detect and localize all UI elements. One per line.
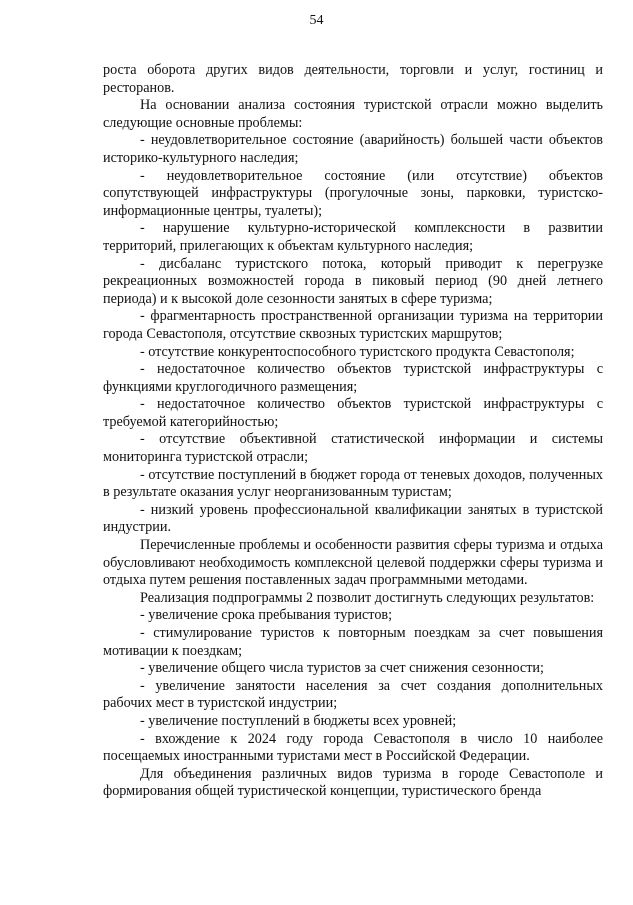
list-item: - отсутствие поступлений в бюджет города от теневых доходов, полученных в результате оказания услуг неорганизованным туристам; — [103, 466, 603, 501]
list-item: - низкий уровень профессиональной квалификации занятых в туристской индустрии. — [103, 501, 603, 536]
list-item: - увеличение поступлений в бюджеты всех уровней; — [140, 712, 457, 729]
list-item: - стимулирование туристов к повторным поездкам за счет повышения мотивации к поездкам; — [103, 625, 603, 659]
paragraph: Перечисленные проблемы и особенности развития сферы туризма и отдыха обусловливают необходимость комплексной целевой поддержки сферы туризма и отдыха путем решения поставленных задач программными методами. — [103, 537, 603, 589]
list-item: - вхождение к 2024 году города Севастополя в число 10 наиболее посещаемых иностранными туристами мест в Российской Федерации. — [103, 730, 603, 765]
list-item: - неудовлетворительное состояние (аварийность) большей части объектов историко-культурного наследия; — [103, 132, 603, 166]
list-item: - увеличение срока пребывания туристов; — [140, 607, 393, 624]
paragraph: роста оборота других видов деятельности, торговли и услуг, гостиниц и ресторанов. — [103, 62, 603, 96]
paragraph: Для объединения различных видов туризма в городе Севастополе и формирования общей туристической концепции, туристического бренда — [103, 765, 603, 800]
list-item: - увеличение занятости населения за счет создания дополнительных рабочих мест в туристской индустрии; — [103, 677, 603, 712]
list-item: - фрагментарность пространственной организации туризма на территории города Севастополя, отсутствие сквозных туристских маршрутов; — [103, 308, 603, 342]
paragraph: На основании анализа состояния туристской отрасли можно выделить следующие основные проблемы: — [103, 97, 603, 131]
list-item: - дисбаланс туристского потока, который приводит к перегрузке рекреационных возможностей города в пиковый период (90 дней летнего периода) и к высокой доле сезонности занятых в сфере туризма; — [103, 255, 603, 307]
paragraph: Реализация подпрограммы 2 позволит достигнуть следующих результатов: — [140, 589, 595, 606]
list-item: - отсутствие конкурентоспособного туристского продукта Севастополя; — [140, 343, 575, 360]
list-item: - нарушение культурно-исторической комплексности в развитии территорий, прилегающих к объектам культурного наследия; — [103, 220, 603, 254]
list-item: - отсутствие объективной статистической информации и системы мониторинга туристской отрасли; — [103, 431, 603, 466]
list-item: - увеличение общего числа туристов за счет снижения сезонности; — [140, 660, 544, 677]
page-number: 54 — [309, 13, 324, 28]
list-item: - недостаточное количество объектов туристской инфраструктуры с требуемой категорийностью; — [103, 396, 603, 430]
page-body — [103, 62, 603, 801]
list-item: - неудовлетворительное состояние (или отсутствие) объектов сопутствующей инфраструктуры (прогулочные зоны, парковки, туристско-информационные центры, туалеты); — [103, 167, 603, 219]
list-item: - недостаточное количество объектов туристской инфраструктуры с функциями круглогодичного размещения; — [103, 361, 603, 395]
